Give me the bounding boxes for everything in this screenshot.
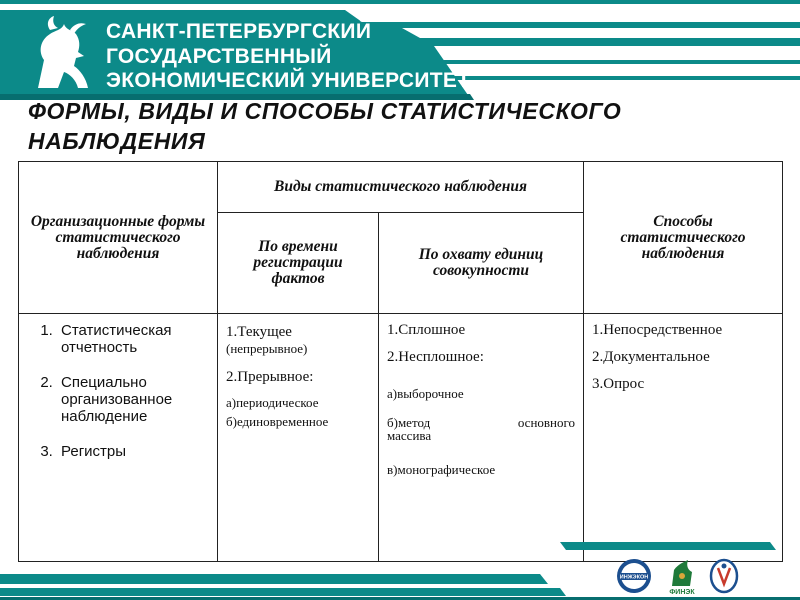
main-array-b: основного: [517, 415, 576, 430]
university-name: [106, 20, 470, 94]
slide-title: [28, 96, 788, 156]
header-org-forms: Организационные формы статистического наблюдения: [19, 162, 218, 314]
periodic-label: а)периодическое: [226, 395, 319, 410]
inzhekon-logo-icon: [617, 559, 651, 593]
by-coverage-cell: [379, 314, 584, 562]
finek-logo-icon: [669, 560, 695, 596]
slide-title-line-1: ФОРМЫ, ВИДЫ И СПОСОБЫ СТАТИСТИЧЕСКОГО: [28, 98, 622, 124]
list-item: 1. Статистическая отчетность: [57, 322, 209, 356]
header-by-coverage: По охвату единиц совокупности: [379, 213, 584, 314]
university-line-3: ЭКОНОМИЧЕСКИЙ УНИВЕРСИТЕТ: [106, 69, 471, 92]
main-array-a: б)метод: [387, 415, 431, 430]
current-note: (непрерывное): [226, 341, 308, 356]
list-item: 3. Регистры: [57, 443, 209, 460]
observation-table: [18, 161, 783, 562]
method-item: 2.Документальное: [592, 349, 710, 365]
non-continuous-label: 2.Несплошное:: [387, 349, 484, 365]
header-methods: Способы статистического наблюдения: [584, 162, 783, 314]
org-forms-cell: [19, 314, 218, 562]
footer-logos: [612, 556, 782, 596]
method-item: 1.Непосредственное: [592, 322, 723, 338]
monographic-label: в)монографическое: [387, 462, 496, 477]
header-types: Виды статистического наблюдения: [218, 162, 584, 213]
university-line-2: ГОСУДАРСТВЕННЫЙ: [106, 44, 332, 68]
inzhekon-logo-text: ИНЖЭКОН: [619, 574, 649, 581]
methods-cell: [584, 314, 783, 562]
by-time-cell: [218, 314, 379, 562]
current-label: 1.Текущее: [226, 324, 292, 340]
list-item: 2. Специально организованное наблюдение: [57, 374, 209, 425]
university-line-1: САНКТ-ПЕТЕРБУРГСКИЙ: [106, 20, 372, 43]
discontinuous-label: 2.Прерывное:: [226, 369, 314, 385]
finek-logo-text: ФИНЭК: [669, 589, 695, 596]
method-item: 3.Опрос: [592, 376, 645, 392]
header-by-time: По времени регистрации фактов: [218, 213, 379, 314]
org-forms-list: [27, 322, 209, 460]
slide-title-line-2: НАБЛЮДЕНИЯ: [28, 128, 206, 154]
one-time-label: б)единовременное: [226, 414, 329, 429]
continuous-label: 1.Сплошное: [387, 322, 466, 338]
main-array-c: массива: [387, 428, 432, 443]
sample-label: а)выборочное: [387, 386, 464, 401]
emblem-logo-icon: [711, 560, 737, 592]
